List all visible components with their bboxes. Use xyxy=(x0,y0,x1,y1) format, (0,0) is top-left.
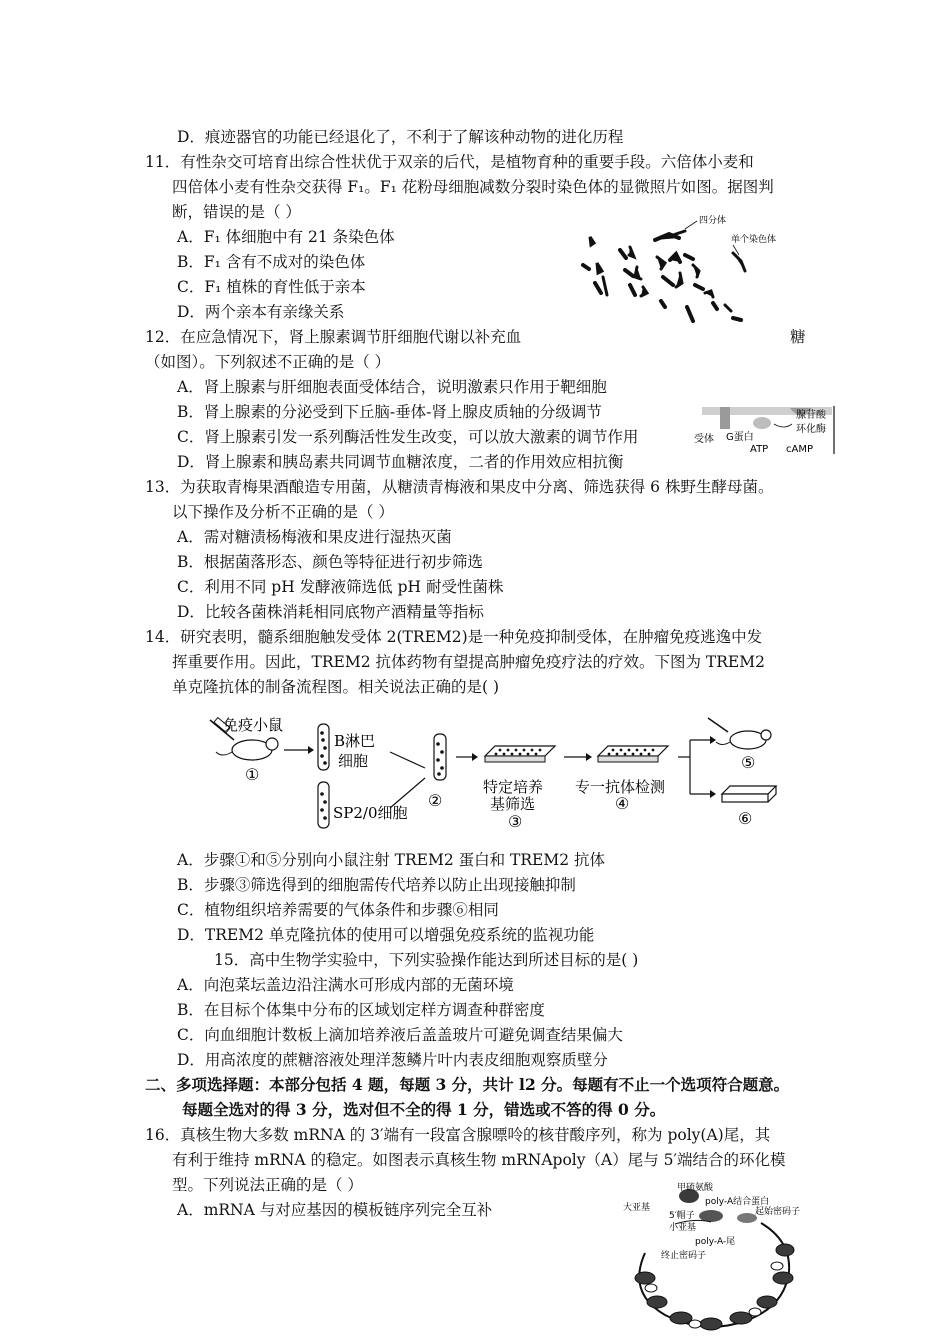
q14-stem-line1: 14．研究表明，髓系细胞触发受体 2(TREM2)是一种免疫抑制受体，在肿瘤免疫逃逸中发 xyxy=(145,628,763,646)
label-polya-binding-protein: poly-A结合蛋白 xyxy=(705,1197,770,1207)
q12-stem-line2: （如图）。下列叙述不正确的是（ ） xyxy=(145,353,391,371)
label-single-chromosome: 单个染色体 xyxy=(731,235,777,245)
q16-option-a: A．mRNA 与对应基因的模板链序列完全互补 xyxy=(177,1201,493,1219)
label-camp: cAMP xyxy=(786,444,813,455)
q13-stem-line2: 以下操作及分析不正确的是（ ） xyxy=(172,503,394,521)
label-start-codon: 起始密码子 xyxy=(755,1207,801,1217)
step-2-number: ② xyxy=(428,791,443,810)
section-2-scoring: 每题全选对的得 3 分，选对但不全的得 1 分，错选或不答的得 0 分。 xyxy=(182,1100,666,1119)
q11-option-b: B．F₁ 含有不成对的染色体 xyxy=(177,253,366,271)
q13-option-c: C．利用不同 pH 发酵液筛选低 pH 耐受性菌株 xyxy=(177,578,504,596)
q13-option-d: D．比较各菌株消耗相同底物产酒精量等指标 xyxy=(177,603,484,621)
q11-stem-line2: 四倍体小麦有性杂交获得 F₁。F₁ 花粉母细胞减数分裂时染色体的显微照片如图。据图判 xyxy=(172,178,774,196)
q15-option-a: A．向泡菜坛盖边沿注满水可形成内部的无菌环境 xyxy=(177,976,514,994)
step-5-number: ⑤ xyxy=(741,753,756,772)
q16-stem-line3: 型。下列说法正确的是（ ） xyxy=(172,1176,363,1194)
label-small-subunit: 小亚基 xyxy=(669,1223,697,1233)
label-antibody-test: 专一抗体检测 xyxy=(575,778,666,796)
antibody-flowchart xyxy=(200,712,800,832)
q14-option-a: A．步骤①和⑤分别向小鼠注射 TREM2 蛋白和 TREM2 抗体 xyxy=(177,851,606,869)
label-atp: ATP xyxy=(750,444,769,455)
q11-option-d: D．两个亲本有亲缘关系 xyxy=(177,303,345,321)
label-g-protein: G蛋白 xyxy=(726,432,754,443)
label-sp2-cells: SP2/0细胞 xyxy=(333,804,408,822)
label-enzyme-2: 环化酶 xyxy=(796,424,826,435)
label-stop-codon: 终止密码子 xyxy=(661,1251,707,1261)
step-4-number: ④ xyxy=(615,794,630,813)
q11-option-c: C．F₁ 植株的育性低于亲本 xyxy=(177,278,366,296)
label-selective-medium-2: 基筛选 xyxy=(490,795,536,813)
q13-stem-line1: 13．为获取青梅果酒酿造专用菌，从糖渍青梅液和果皮中分离、筛选获得 6 株野生酵母菌。 xyxy=(145,478,774,496)
label-enzyme-1: 腺苷酸 xyxy=(796,410,826,421)
q13-option-a: A．需对糖渍杨梅液和果皮进行湿热灭菌 xyxy=(177,528,452,546)
label-b-lymphocyte-1: B淋巴 xyxy=(334,732,376,750)
q13-option-b: B．根据菌落形态、颜色等特征进行初步筛选 xyxy=(177,553,483,571)
q11-option-a: A．F₁ 体细胞中有 21 条染色体 xyxy=(177,228,395,246)
q15-option-c: C．向血细胞计数板上滴加培养液后盖盖玻片可避免调查结果偏大 xyxy=(177,1026,623,1044)
step-6-number: ⑥ xyxy=(738,809,753,828)
label-5-cap: 5′帽子 xyxy=(669,1211,695,1221)
q14-stem-line3: 单克隆抗体的制备流程图。相关说法正确的是( ) xyxy=(172,678,500,696)
chromosome-micrograph xyxy=(575,215,805,330)
label-receptor: 受体 xyxy=(694,434,714,445)
step-1-number: ① xyxy=(245,765,260,784)
q14-option-c: C．植物组织培养需要的气体条件和步骤⑥相同 xyxy=(177,901,499,919)
q12-option-b: B．肾上腺素的分泌受到下丘脑-垂体-肾上腺皮质轴的分级调节 xyxy=(177,403,602,421)
q15-stem: 15．高中生物学实验中，下列实验操作能达到所述目标的是( ) xyxy=(214,951,639,969)
q16-stem-line2: 有利于维持 mRNA 的稳定。如图表示真核生物 mRNApoly（A）尾与 5′端结合的环化模 xyxy=(172,1151,786,1169)
q14-stem-line2: 挥重要作用。因此，TREM2 抗体药物有望提高肿瘤免疫疗法的疗效。下图为 TREM2 xyxy=(172,653,765,671)
q12-option-c: C．肾上腺素引发一系列酶活性发生改变，可以放大激素的调节作用 xyxy=(177,428,639,446)
q12-option-a: A．肾上腺素与肝细胞表面受体结合，说明激素只作用于靶细胞 xyxy=(177,378,607,396)
q11-stem-line3: 断，错误的是（ ） xyxy=(172,203,301,221)
step-3-number: ③ xyxy=(508,812,523,831)
mrna-circularization-diagram xyxy=(615,1178,805,1338)
section-2-heading: 二、多项选择题：本部分包括 4 题，每题 3 分，共计 l2 分。每题有不止一个选项符合题意。 xyxy=(145,1075,790,1094)
label-immunized-mouse: 免疫小鼠 xyxy=(223,716,284,734)
label-polya-tail: poly-A-尾 xyxy=(695,1237,736,1247)
q14-option-b: B．步骤③筛选得到的细胞需传代培养以防止出现接触抑制 xyxy=(177,876,576,894)
signaling-diagram xyxy=(690,404,840,456)
q14-option-d: D．TREM2 单克隆抗体的使用可以增强免疫系统的监视功能 xyxy=(177,926,595,944)
q15-option-b: B．在目标个体集中分布的区域划定样方调查种群密度 xyxy=(177,1001,545,1019)
q11-stem-line1: 11．有性杂交可培育出综合性状优于双亲的后代，是植物育种的重要手段。六倍体小麦和 xyxy=(145,153,754,171)
q12-option-d: D．肾上腺素和胰岛素共同调节血糖浓度，二者的作用效应相抗衡 xyxy=(177,453,624,471)
q16-stem-line1: 16．真核生物大多数 mRNA 的 3′端有一段富含腺嘌呤的核苷酸序列，称为 poly(A)尾，其 xyxy=(145,1126,771,1144)
label-tetrad: 四分体 xyxy=(699,216,727,226)
label-methionine: 甲硫氨酸 xyxy=(677,1183,714,1193)
label-b-lymphocyte-2: 细胞 xyxy=(338,752,369,770)
q15-option-d: D．用高浓度的蔗糖溶液处理洋葱鳞片叶内表皮细胞观察质壁分 xyxy=(177,1051,608,1069)
q12-stem-line1: 12．在应急情况下，肾上腺素调节肝细胞代谢以补充血 xyxy=(145,328,522,346)
label-large-subunit: 大亚基 xyxy=(623,1203,651,1213)
q12-stem-line1-end: 糖 xyxy=(790,328,806,346)
label-selective-medium-1: 特定培养 xyxy=(483,778,544,796)
q10-option-d: D．痕迹器官的功能已经退化了，不利于了解该种动物的进化历程 xyxy=(177,128,624,146)
